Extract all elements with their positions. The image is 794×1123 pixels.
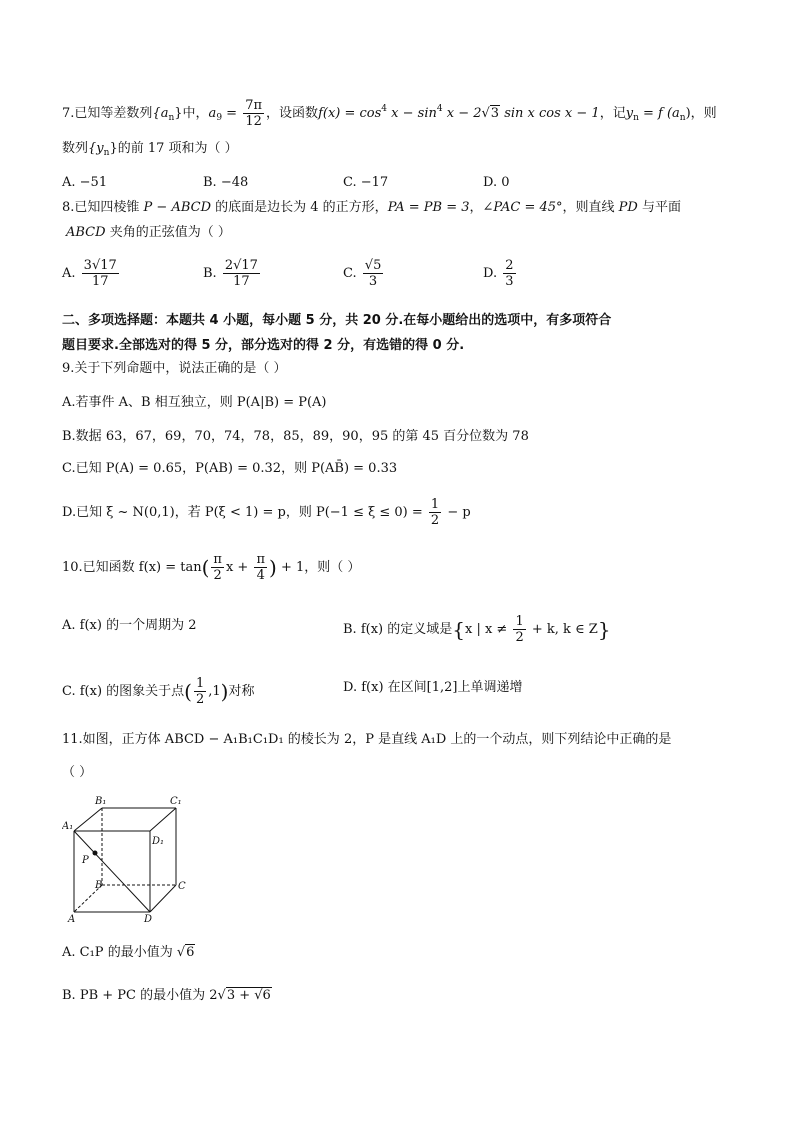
q10-stem	[62, 552, 360, 583]
q10-c-rparen: )	[220, 679, 229, 704]
q11-b-rad: 3 + √6	[226, 988, 271, 1003]
q10-prefix: 10.已知函数 f(x) = tan	[62, 560, 202, 575]
q8-option-a	[62, 258, 121, 289]
q7-line2	[62, 139, 238, 163]
q8-d-den: 3	[505, 274, 514, 289]
q8-text3: ，则直线	[562, 200, 619, 215]
q7-l2-sub: n	[103, 148, 110, 158]
q7-option-a: A. −51	[62, 175, 108, 190]
q7-pow4b: 4	[436, 104, 443, 114]
section2-line1: 二、多项选择题：本题共 4 小题，每小题 5 分，共 20 分.在每小题给出的选项中，有多项符合	[62, 313, 612, 328]
q8-b-frac	[223, 258, 260, 289]
q8-b-coef: 2	[224, 258, 234, 273]
q10-frac2	[254, 552, 267, 583]
q7-seq-sub: n	[168, 113, 175, 123]
q7-text5: ，则	[690, 106, 717, 121]
q9-d-prefix: D.已知 ξ ~ N(0,1)，若 P(ξ < 1) = p，则 P(−1 ≤ ξ ≤ 0) =	[62, 505, 427, 520]
q9-d-frac	[429, 497, 441, 528]
q11-b-sqrt: √3 + √6	[217, 988, 271, 1003]
q8-plane: ABCD	[66, 225, 106, 240]
q8-line2	[66, 223, 231, 243]
q10-c-num: 1	[195, 676, 205, 691]
q7-option-b: B. −48	[203, 175, 249, 190]
section2-line2: 题目要求.全部选对的得 5 分，部分选对的得 2 分，有选错的得 0 分.	[62, 338, 465, 353]
q7-l2-seq: {y	[88, 141, 104, 156]
q8-cond1: PA = PB = 3	[387, 200, 470, 215]
q11-option-b	[62, 986, 272, 1006]
q8-d-label: D.	[483, 266, 498, 281]
q7-text3: ，设函数	[266, 106, 319, 121]
q9-stem: 9.关于下列命题中，说法正确的是（ ）	[62, 361, 287, 376]
q10-b-num: 1	[515, 614, 524, 629]
q11-a-sqrt: √6	[176, 945, 195, 960]
q8-option-b	[203, 258, 262, 289]
q8-b-label: B.	[203, 266, 217, 281]
q8-option-c	[343, 258, 385, 289]
q7-seq-close: }	[174, 106, 183, 121]
q7-yn-eq: = f (a	[638, 106, 680, 121]
q10-c-frac	[194, 676, 206, 707]
q8-c-label: C.	[343, 266, 357, 281]
q10-option-c	[62, 676, 255, 707]
q7-yn-sub: n	[633, 113, 639, 123]
label-c1: C₁	[170, 796, 182, 807]
q9-d-suffix: − p	[443, 505, 471, 520]
q8-b-den: 17	[233, 274, 250, 289]
q10-option-a: A. f(x) 的一个周期为 2	[62, 618, 197, 633]
q7-option-c: C. −17	[343, 175, 389, 190]
q8-a-rad: 17	[100, 258, 117, 273]
q10-c-den: 2	[195, 692, 205, 707]
q10-lparen: (	[201, 555, 210, 580]
q11-b-prefix: B. PB + PC 的最小值为 2	[62, 988, 218, 1003]
q7-pow4a: 4	[381, 104, 388, 114]
q8-a-den: 17	[91, 274, 109, 289]
q8-c-num: √5	[364, 258, 382, 273]
q7-sqrt3: √3	[481, 106, 500, 121]
label-a: A	[68, 914, 76, 925]
q10-c-prefix: C. f(x) 的图象关于点	[62, 684, 185, 699]
q7-func: f(x) = cos	[318, 106, 382, 121]
q7-func2: x − sin	[387, 106, 437, 121]
q10-c-lparen: (	[184, 679, 192, 704]
label-a1: A₁	[62, 821, 74, 832]
q10-b-den: 2	[515, 630, 524, 645]
q7-yn-eq-sub: n	[679, 113, 686, 123]
q7-sqrt3-body: 3	[490, 106, 500, 121]
q7-option-d: D. 0	[483, 175, 510, 190]
q10-c-suffix: 对称	[228, 684, 255, 699]
q10-c-after: ,1	[208, 684, 221, 699]
q8-text4: 与平面	[637, 200, 681, 215]
edge-c-d	[150, 885, 176, 912]
q10-frac2-num: π	[256, 552, 266, 567]
q11-paren: （ ）	[62, 765, 93, 780]
q8-line: PD	[618, 200, 638, 215]
label-p: P	[82, 855, 89, 866]
q10-b-frac	[513, 614, 525, 645]
q10-frac1-den: 2	[213, 568, 222, 583]
q7-seq: {a	[152, 106, 169, 121]
q9-option-a: A.若事件 A、B 相互独立，则 P(A|B) = P(A)	[62, 395, 327, 410]
q7-text2: 中，	[182, 106, 209, 121]
q8-a-label: A.	[62, 266, 76, 281]
q7-l2-text2: 的前 17 项和为（ ）	[117, 141, 238, 156]
q10-b-prefix: B. f(x) 的定义域是	[343, 622, 453, 637]
q8-b-num: 2√17	[224, 258, 258, 273]
q10-mid: x +	[225, 560, 253, 575]
q8-a-num: 3√17	[83, 258, 117, 273]
q10-suffix: + 1，则（ ）	[276, 560, 361, 575]
label-d: D	[144, 914, 153, 925]
q10-option-d: D. f(x) 在区间[1,2]上单调递增	[343, 680, 523, 695]
q8-line1	[62, 198, 681, 218]
q10-rparen: )	[269, 555, 277, 580]
label-b: B	[95, 880, 103, 891]
edge-a1-b1	[74, 808, 102, 831]
q8-d-num: 2	[505, 258, 514, 273]
q7-frac-den: 12	[245, 114, 262, 129]
edge-c1-d1	[150, 808, 176, 831]
q7-a9-sub: 9	[216, 113, 223, 123]
q10-b-lbrace: {	[452, 617, 465, 642]
point-p	[93, 851, 98, 856]
q8-a-coef: 3	[83, 258, 92, 273]
q7-eq: =	[222, 106, 242, 121]
q8-number: 8.	[62, 200, 75, 215]
q8-c-rad: 5	[373, 258, 382, 273]
q8-a-frac	[82, 258, 119, 289]
q11-a-prefix: A. C₁P 的最小值为	[62, 945, 177, 960]
q7-text: 已知等差数列	[74, 106, 153, 121]
diagonal-a1-d	[74, 831, 150, 912]
q8-d-frac	[503, 258, 515, 289]
q9-d-num: 1	[430, 497, 440, 512]
q9-option-c: C.已知 P(A) = 0.65，P(AB) = 0.32，则 P(AB̄) = 0.33	[62, 461, 398, 476]
label-d1: D₁	[152, 836, 165, 847]
q7-l2-close: }	[109, 141, 118, 156]
q8-pyr: P − ABCD	[143, 200, 212, 215]
q7-line1	[62, 98, 717, 129]
q8-c-den: 3	[368, 274, 378, 289]
q10-frac1-num: π	[213, 552, 222, 567]
q10-b-rbrace: }	[597, 617, 611, 642]
q11-a-rad: 6	[186, 945, 195, 960]
q9-option-b: B.数据 63，67，69，70，74，78，85，89，90，95 的第 45 百分位数为 78	[62, 429, 529, 444]
q8-text2: 的底面是边长为 4 的正方形，	[211, 200, 388, 215]
q11-option-a	[62, 943, 195, 963]
q8-option-d	[483, 258, 518, 289]
q7-a9: a	[208, 106, 217, 121]
q7-number: 7.	[62, 106, 75, 121]
q8-c-frac	[363, 258, 384, 289]
label-b1: B₁	[95, 796, 107, 807]
q10-b-set2: + k, k ∈ Z	[527, 622, 598, 637]
q10-option-b	[343, 614, 611, 645]
q9-d-den: 2	[430, 513, 440, 528]
q7-l2-text1: 数列	[62, 141, 89, 156]
q7-frac-num: 7π	[245, 98, 263, 113]
q7-yn-eq-close: )	[685, 106, 691, 121]
q7-yn: y	[625, 106, 634, 121]
q8-cond2: ∠PAC = 45°	[482, 200, 563, 215]
q10-b-set1: x | x ≠	[464, 622, 512, 637]
q7-fraction	[243, 98, 264, 129]
cube-figure	[62, 795, 192, 925]
q9-option-d	[62, 497, 471, 528]
q7-func3: x − 2	[442, 106, 482, 121]
q8-line2-text: 夹角的正弦值为（ ）	[105, 225, 231, 240]
q8-b-rad: 17	[241, 258, 258, 273]
q10-frac2-den: 4	[256, 568, 265, 583]
label-c: C	[178, 881, 186, 892]
q11-stem: 11.如图，正方体 ABCD − A₁B₁C₁D₁ 的棱长为 2，P 是直线 A₁D 上的一个动点，则下列结论中正确的是	[62, 732, 672, 747]
q7-func4: sin x cos x − 1	[500, 106, 600, 121]
q8-sep: ，	[469, 200, 483, 215]
q10-frac1	[211, 552, 224, 583]
q8-text1: 已知四棱锥	[74, 200, 144, 215]
q7-text4: ，记	[599, 106, 626, 121]
